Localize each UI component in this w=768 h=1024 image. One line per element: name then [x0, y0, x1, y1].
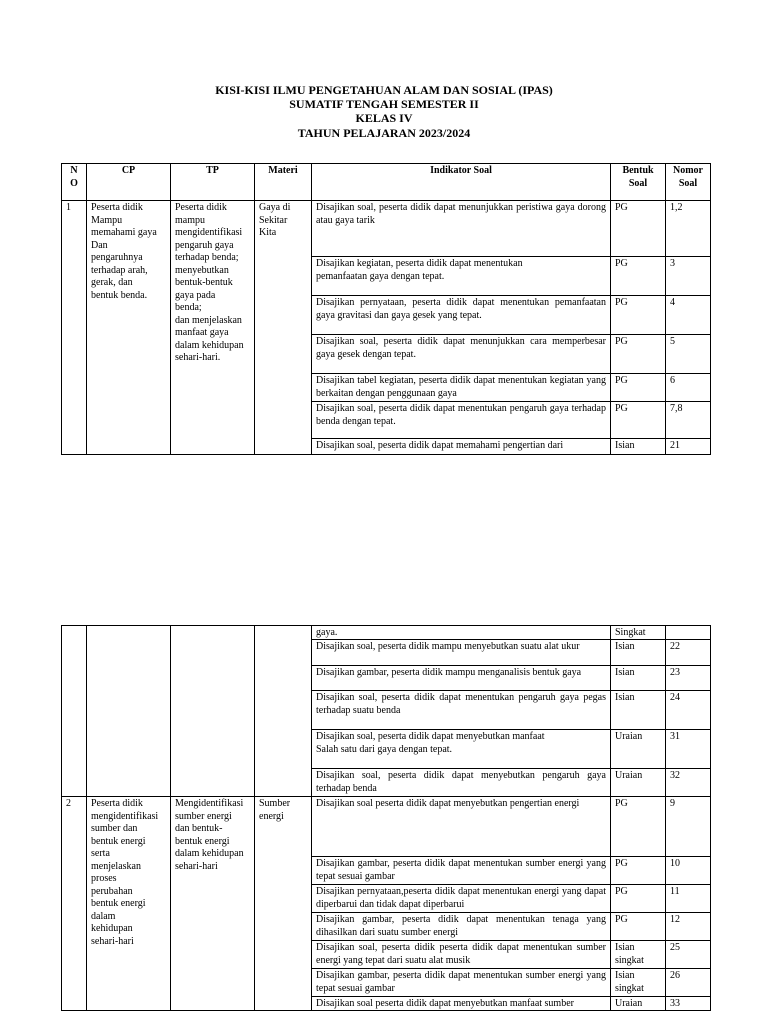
nomor-soal-cell: 10	[666, 857, 711, 885]
tp-cell	[171, 626, 255, 797]
tp-cell: Mengidentifikasi sumber energi dan bentuk- bentuk energi dalam kehidupan sehari-hari	[171, 797, 255, 1011]
bentuk-soal-cell: Uraian	[611, 730, 666, 769]
bentuk-soal-cell: Singkat	[611, 626, 666, 640]
bentuk-soal-cell: PG	[611, 257, 666, 296]
title-line-3: KELAS IV	[355, 111, 413, 126]
cp-cell: Peserta didik Mampu memahami gaya Dan pengaruhnya terhadap arah, gerak, dan bentuk benda.	[87, 201, 171, 455]
indikator-cell: Disajikan soal peserta didik dapat menyebutkan manfaat sumber	[312, 997, 611, 1011]
bentuk-soal-cell: Uraian	[611, 997, 666, 1011]
nomor-soal-cell: 22	[666, 640, 711, 666]
indikator-cell: Disajikan soal, peserta didik dapat menentukan pengaruh gaya terhadap benda dengan tepat.	[312, 402, 611, 439]
table-row	[62, 626, 711, 640]
nomor-soal-cell: 5	[666, 335, 711, 374]
nomor-soal-cell: 4	[666, 296, 711, 335]
bentuk-soal-cell: PG	[611, 913, 666, 941]
nomor-soal-cell: 32	[666, 769, 711, 797]
bentuk-soal-cell: Uraian	[611, 769, 666, 797]
bentuk-soal-cell: Isian singkat	[611, 941, 666, 969]
bentuk-soal-cell: Isian	[611, 640, 666, 666]
nomor-soal-cell: 21	[666, 439, 711, 455]
nomor-soal-cell: 26	[666, 969, 711, 997]
nomor-soal-cell: 11	[666, 885, 711, 913]
bentuk-soal-cell: Isian	[611, 439, 666, 455]
bentuk-soal-cell: PG	[611, 201, 666, 257]
bentuk-soal-cell: PG	[611, 797, 666, 857]
indikator-cell: Disajikan soal, peserta didik dapat menunjukkan peristiwa gaya dorong atau gaya tarik	[312, 201, 611, 257]
bentuk-soal-cell: PG	[611, 296, 666, 335]
indikator-cell: Disajikan gambar, peserta didik dapat menentukan sumber energi yang tepat sesuai gambar	[312, 969, 611, 997]
nomor-soal-cell: 33	[666, 997, 711, 1011]
table-row	[62, 201, 711, 257]
bentuk-soal-cell: Isian	[611, 666, 666, 691]
kisi-kisi-table-top	[61, 163, 711, 455]
indikator-cell: Disajikan tabel kegiatan, peserta didik dapat menentukan kegiatan yang berkaitan dengan penggunaan gaya	[312, 374, 611, 402]
indikator-cell: Disajikan pernyataan, peserta didik dapat menentukan pemanfaatan gaya gravitasi dan gaya gesek yang tepat.	[312, 296, 611, 335]
header-materi: Materi	[255, 164, 312, 201]
table-header-row	[62, 164, 711, 201]
cp-cell	[87, 626, 171, 797]
materi-cell	[255, 626, 312, 797]
cp-cell: Peserta didik mengidentifikasi sumber dan bentuk energi serta menjelaskan proses perubahan bentuk energi dalam kehidupan sehari-hari	[87, 797, 171, 1011]
nomor-soal-cell: 7,8	[666, 402, 711, 439]
kisi-kisi-table-bottom	[61, 625, 711, 1011]
bentuk-soal-cell: PG	[611, 335, 666, 374]
indikator-cell: Disajikan kegiatan, peserta didik dapat menentukan pemanfaatan gaya dengan tepat.	[312, 257, 611, 296]
header-indikator: Indikator Soal	[312, 164, 611, 201]
title-line-1: KISI-KISI ILMU PENGETAHUAN ALAM DAN SOSIAL (IPAS)	[215, 83, 553, 97]
row-number	[62, 626, 87, 797]
header-nomor-soal: Nomor Soal	[666, 164, 711, 201]
indikator-cell: Disajikan soal, peserta didik dapat memahami pengertian dari	[312, 439, 611, 455]
indikator-cell: Disajikan soal, peserta didik dapat menyebutkan manfaat Salah satu dari gaya dengan tepat.	[312, 730, 611, 769]
row-number: 2	[62, 797, 87, 1011]
bentuk-soal-cell: Isian	[611, 691, 666, 730]
nomor-soal-cell: 6	[666, 374, 711, 402]
title-line-4: TAHUN PELAJARAN 2023/2024	[297, 125, 471, 140]
header-no: N O	[62, 164, 87, 201]
bentuk-soal-cell: PG	[611, 885, 666, 913]
bentuk-soal-cell: PG	[611, 402, 666, 439]
nomor-soal-cell: 9	[666, 797, 711, 857]
bentuk-soal-cell: PG	[611, 857, 666, 885]
nomor-soal-cell: 3	[666, 257, 711, 296]
nomor-soal-cell: 12	[666, 913, 711, 941]
table-row	[62, 797, 711, 857]
title-line-2: SUMATIF TENGAH SEMESTER II	[289, 97, 479, 112]
row-number: 1	[62, 201, 87, 455]
materi-cell: Sumber energi	[255, 797, 312, 1011]
nomor-soal-cell: 31	[666, 730, 711, 769]
bentuk-soal-cell: PG	[611, 374, 666, 402]
nomor-soal-cell: 23	[666, 666, 711, 691]
document-title	[0, 83, 768, 140]
indikator-cell: Disajikan soal, peserta didik peserta didik dapat menentukan sumber energi yang tepat dari suatu alat musik	[312, 941, 611, 969]
indikator-cell: Disajikan gambar, peserta didik dapat menentukan tenaga yang dihasilkan dari suatu sumber energi	[312, 913, 611, 941]
indikator-cell: Disajikan gambar, peserta didik dapat menentukan sumber energi yang tepat sesuai gambar	[312, 857, 611, 885]
nomor-soal-cell	[666, 626, 711, 640]
materi-cell: Gaya di Sekitar Kita	[255, 201, 312, 455]
header-tp: TP	[171, 164, 255, 201]
header-bentuk-soal: Bentuk Soal	[611, 164, 666, 201]
bentuk-soal-cell: Isian singkat	[611, 969, 666, 997]
nomor-soal-cell: 1,2	[666, 201, 711, 257]
indikator-cell: Disajikan soal peserta didik dapat menyebutkan pengertian energi	[312, 797, 611, 857]
indikator-cell: Disajikan pernyataan,peserta didik dapat menentukan energi yang dapat diperbarui dan tidak dapat diperbarui	[312, 885, 611, 913]
nomor-soal-cell: 24	[666, 691, 711, 730]
indikator-cell: Disajikan soal, peserta didik dapat menyebutkan pengaruh gaya terhadap benda	[312, 769, 611, 797]
indikator-cell: gaya.	[312, 626, 611, 640]
indikator-cell: Disajikan soal, peserta didik mampu menyebutkan suatu alat ukur	[312, 640, 611, 666]
indikator-cell: Disajikan soal, peserta didik dapat menentukan pengaruh gaya pegas terhadap suatu benda	[312, 691, 611, 730]
indikator-cell: Disajikan gambar, peserta didik mampu menganalisis bentuk gaya	[312, 666, 611, 691]
header-cp: CP	[87, 164, 171, 201]
nomor-soal-cell: 25	[666, 941, 711, 969]
tp-cell: Peserta didik mampu mengidentifikasi pengaruh gaya terhadap benda; menyebutkan bentuk-bentuk gaya pada benda; dan menjelaskan manfaat gaya dalam kehidupan sehari-hari.	[171, 201, 255, 455]
indikator-cell: Disajikan soal, peserta didik dapat menunjukkan cara memperbesar gaya gesek dengan tepat.	[312, 335, 611, 374]
